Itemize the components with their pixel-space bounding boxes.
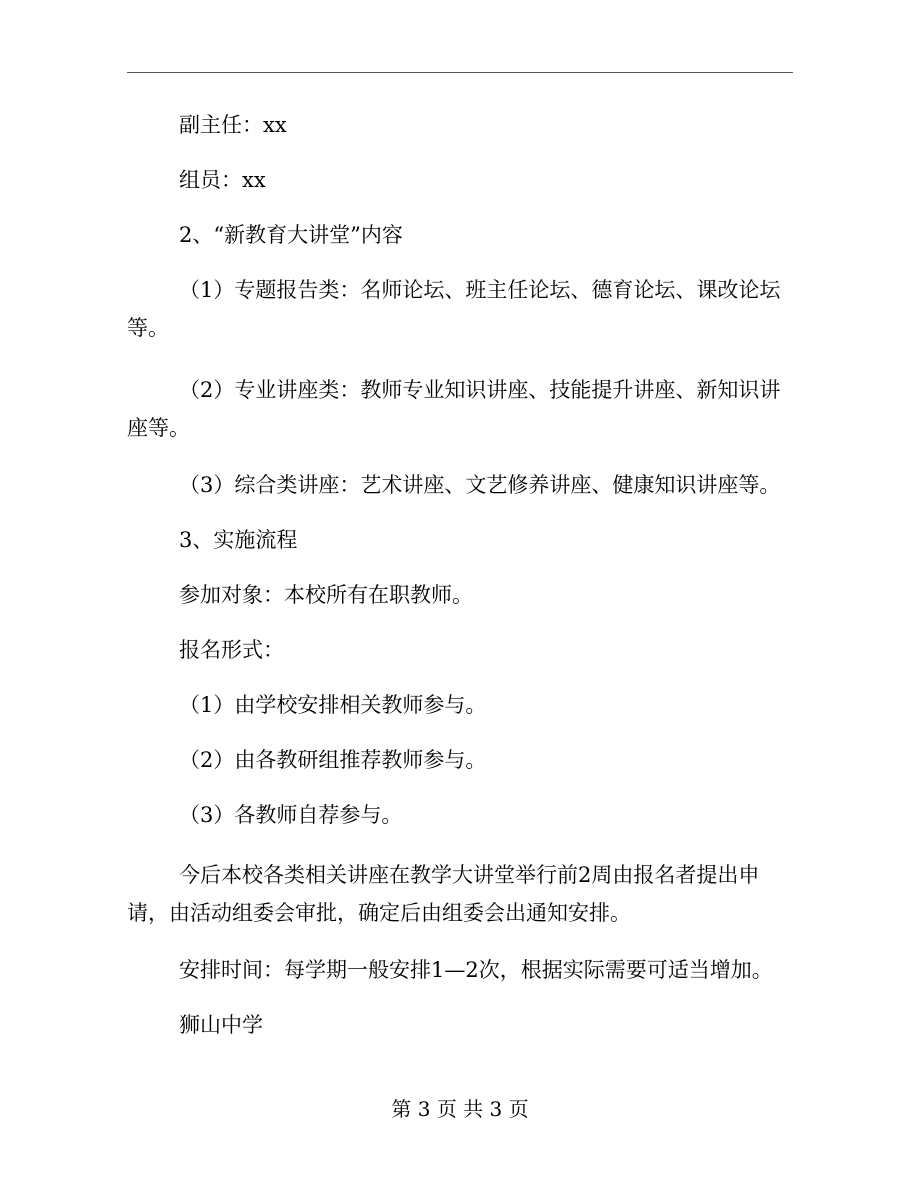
paragraph-application: 今后本校各类相关讲座在教学大讲堂举行前2周由报名者提出申请，由活动组委会审批，确定后由组委会出通知安排。: [127, 863, 760, 925]
paragraph-deputy-director: 副主任：xx: [179, 113, 287, 137]
paragraph-members: 组员：xx: [179, 168, 266, 192]
paragraph-reg-2: （2）由各教研组推荐教师参与。: [179, 748, 487, 772]
paragraph-item-3: （3）综合类讲座：艺术讲座、文艺修养讲座、健康知识讲座等。: [179, 473, 781, 497]
section-heading-content: 2、“新教育大讲堂”内容: [179, 223, 403, 247]
section-heading-process: 3、实施流程: [179, 528, 298, 552]
page-number: 第 3 页 共 3 页: [391, 1097, 529, 1121]
paragraph-reg-3: （3）各教师自荐参与。: [179, 803, 403, 827]
paragraph-signature: 狮山中学: [179, 1013, 263, 1037]
paragraph-registration: 报名形式：: [179, 638, 284, 662]
paragraph-schedule: 安排时间：每学期一般安排1—2次，根据实际需要可适当增加。: [179, 958, 773, 982]
paragraph-participants: 参加对象：本校所有在职教师。: [179, 583, 473, 607]
header-rule: [127, 72, 793, 73]
paragraph-reg-1: （1）由学校安排相关教师参与。: [179, 693, 487, 717]
paragraph-item-2: （2）专业讲座类：教师专业知识讲座、技能提升讲座、新知识讲座等。: [127, 378, 781, 440]
paragraph-item-1: （1）专题报告类：名师论坛、班主任论坛、德育论坛、课改论坛等。: [127, 278, 781, 340]
